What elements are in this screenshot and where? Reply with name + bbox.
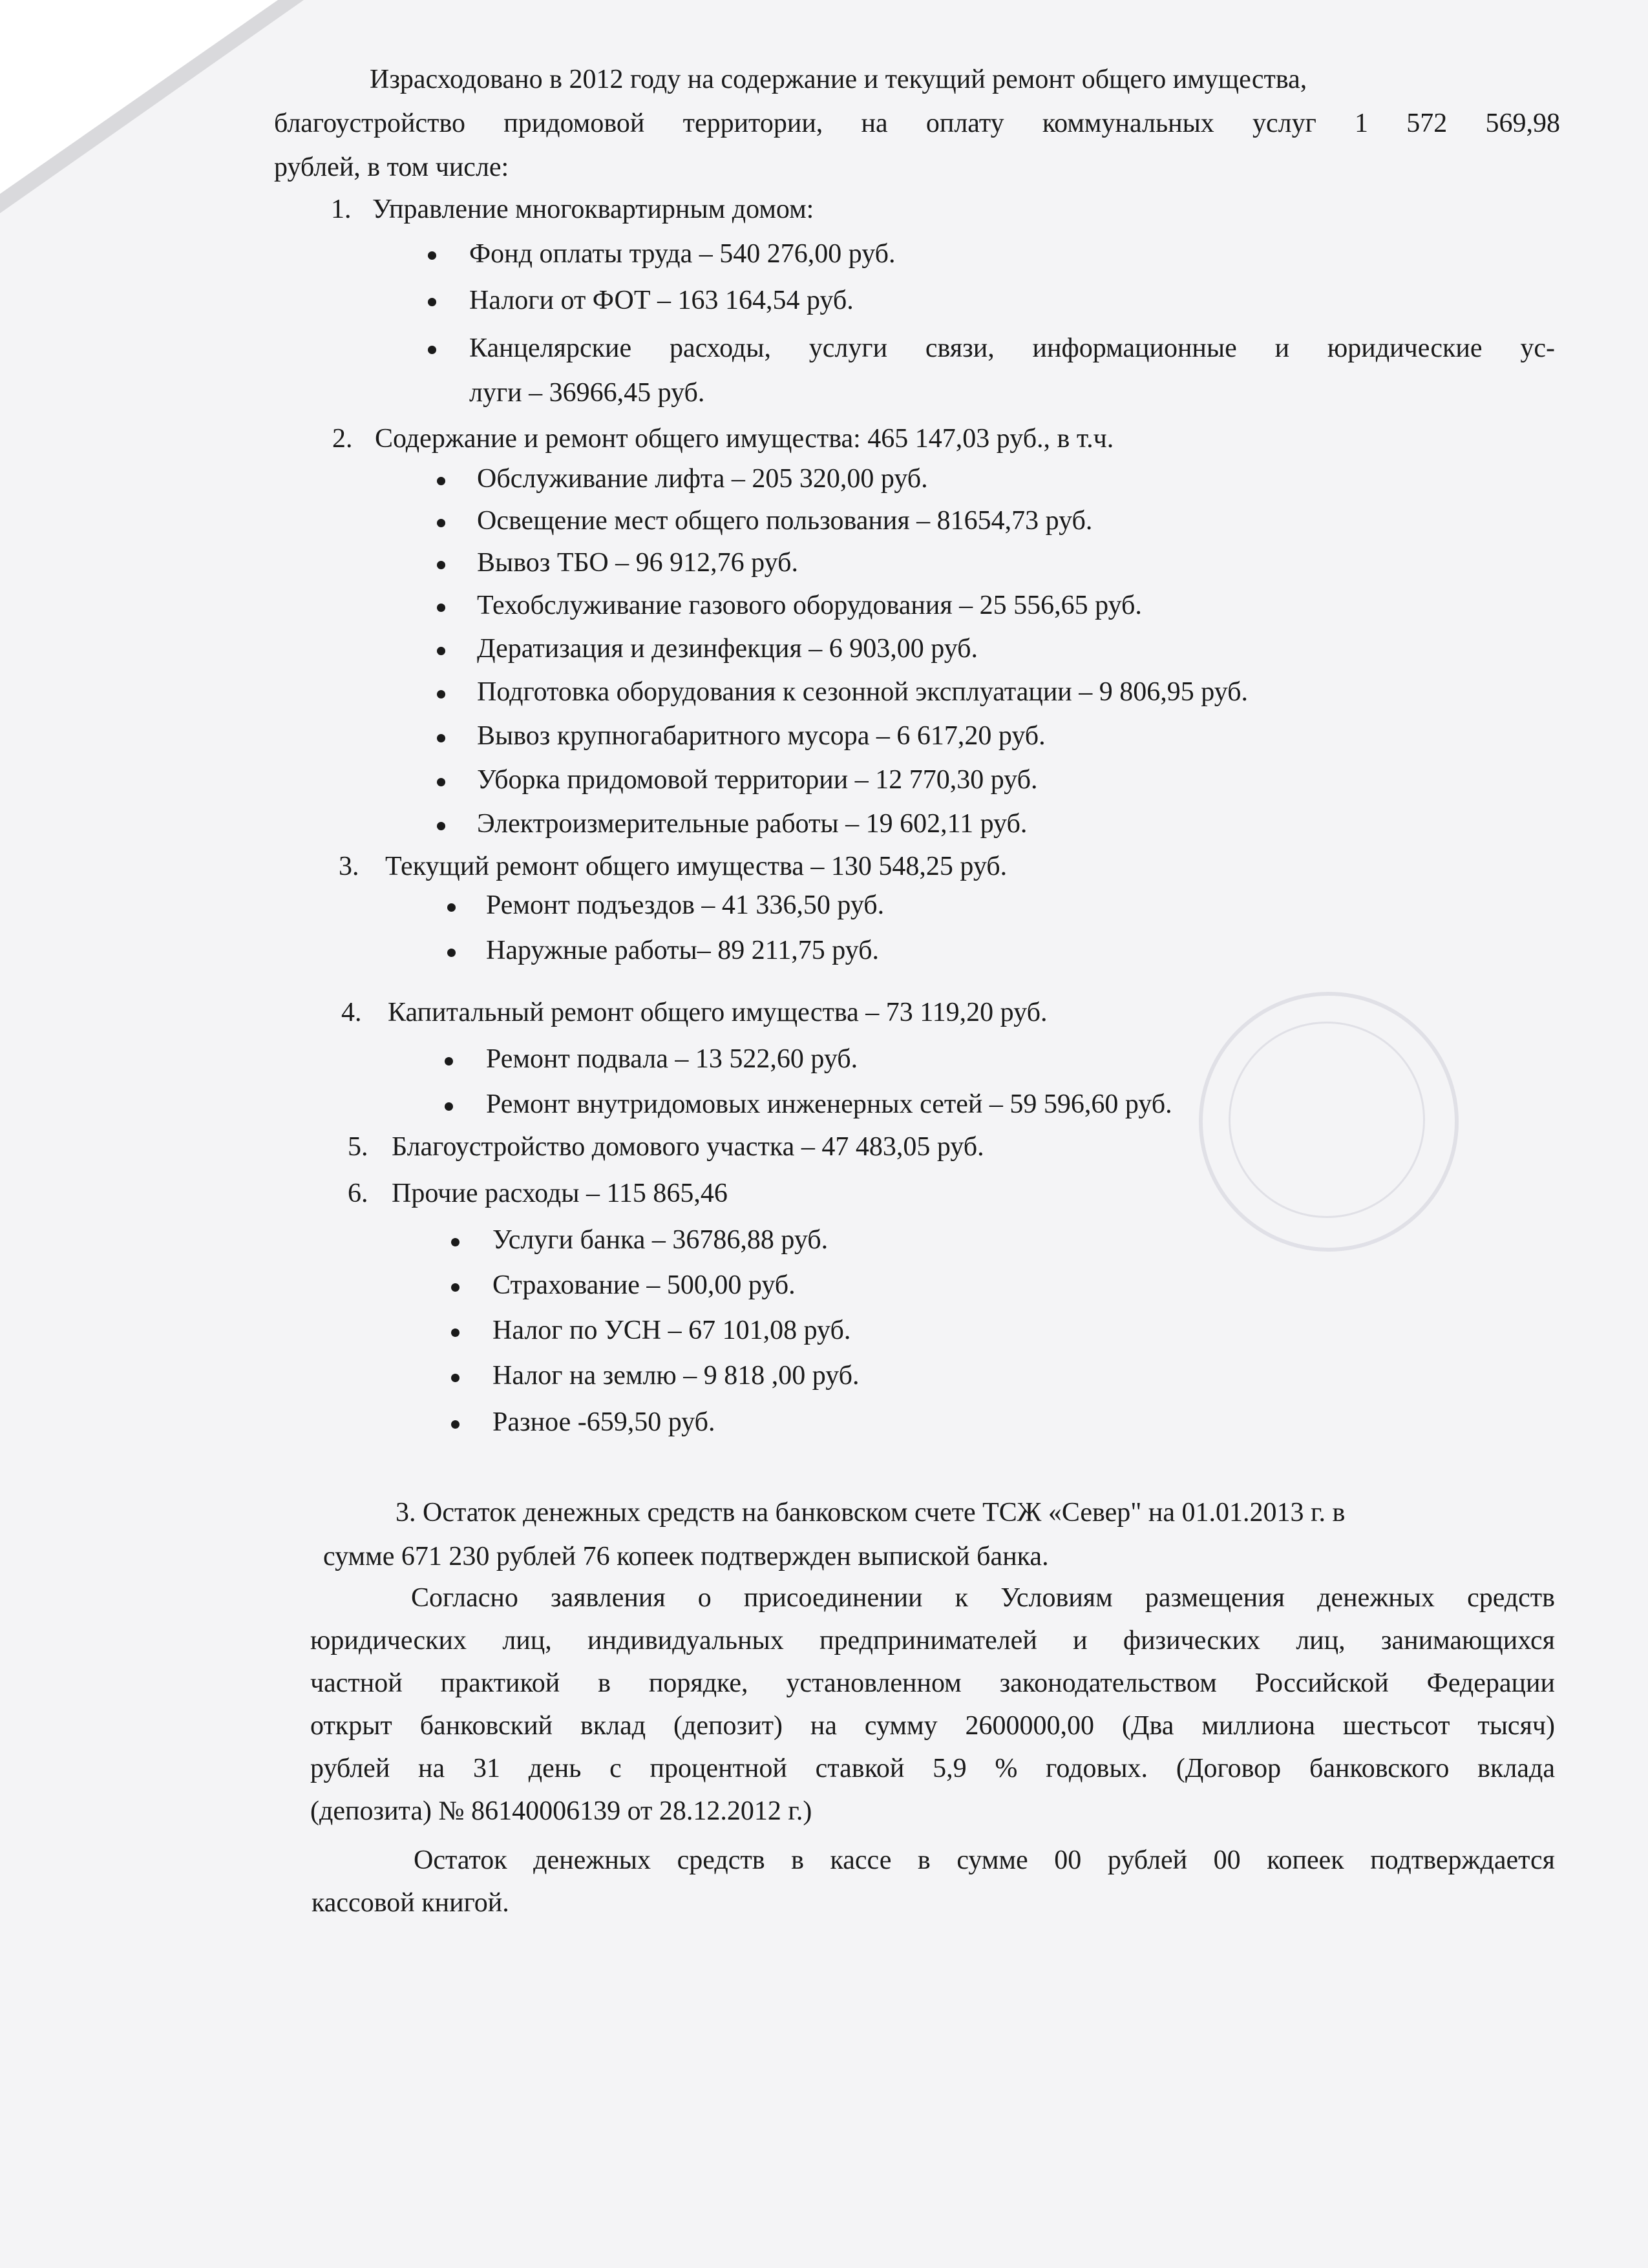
section-6-number: 6. bbox=[348, 1179, 368, 1208]
bullet-icon bbox=[428, 298, 436, 306]
section-6-item-2: Страхование – 500,00 руб. bbox=[492, 1270, 796, 1300]
section-3-item-1: Ремонт подъездов – 41 336,50 руб. bbox=[486, 890, 885, 920]
section-6-item-1: Услуги банка – 36786,88 руб. bbox=[492, 1225, 829, 1255]
section-2-item-8: Уборка придомовой территории – 12 770,30 руб. bbox=[477, 765, 1038, 795]
section-2-item-7: Вывоз крупногабаритного мусора – 6 617,20 руб. bbox=[477, 721, 1046, 751]
section-1-item-2: Налоги от ФОТ – 163 164,54 руб. bbox=[469, 286, 854, 315]
section-3-title: Текущий ремонт общего имущества – 130 548,25 руб. bbox=[385, 852, 1008, 881]
bullet-icon bbox=[437, 519, 445, 527]
bullet-icon bbox=[437, 647, 445, 655]
bullet-icon bbox=[428, 251, 436, 260]
bullet-icon bbox=[437, 604, 445, 612]
deposit-line-3: частной практикой в порядке, установленном законодательством Российской Федерации bbox=[310, 1668, 1555, 1698]
cash-line-1: Остаток денежных средств в кассе в сумме 00 рублей 00 копеек подтверждается bbox=[414, 1845, 1555, 1875]
bullet-icon bbox=[451, 1420, 460, 1429]
section-2-title: Содержание и ремонт общего имущества: 465 147,03 руб., в т.ч. bbox=[375, 424, 1114, 454]
intro-line-1: Израсходовано в 2012 году на содержание и текущий ремонт общего имущества, bbox=[370, 65, 1307, 94]
deposit-line-2: юридических лиц, индивидуальных предпринимателей и физических лиц, занимающихся bbox=[310, 1626, 1555, 1655]
bleed-through-stamp bbox=[1199, 992, 1459, 1252]
section-4-item-1: Ремонт подвала – 13 522,60 руб. bbox=[486, 1044, 858, 1074]
deposit-line-5: рублей на 31 день с процентной ставкой 5,9 % годовых. (Договор банковского вклада bbox=[310, 1754, 1555, 1783]
bullet-icon bbox=[451, 1238, 460, 1246]
balance-line-1: 3. Остаток денежных средств на банковском счете ТСЖ «Север" на 01.01.2013 г. в bbox=[396, 1498, 1346, 1528]
intro-line-2: благоустройство придомовой территории, на оплату коммунальных услуг 1 572 569,98 bbox=[274, 109, 1560, 138]
bullet-icon bbox=[437, 690, 445, 698]
section-2-item-6: Подготовка оборудования к сезонной эксплуатации – 9 806,95 руб. bbox=[477, 677, 1249, 707]
bullet-icon bbox=[451, 1283, 460, 1292]
section-4-number: 4. bbox=[341, 998, 362, 1027]
bullet-icon bbox=[437, 778, 445, 786]
cash-line-2: кассовой книгой. bbox=[312, 1888, 509, 1918]
bullet-icon bbox=[428, 346, 436, 354]
balance-line-2: сумме 671 230 рублей 76 копеек подтвержден выпиской банка. bbox=[323, 1542, 1049, 1571]
section-6-item-3: Налог по УСН – 67 101,08 руб. bbox=[492, 1316, 851, 1345]
deposit-line-6: (депозита) № 86140006139 от 28.12.2012 г.) bbox=[310, 1796, 812, 1826]
section-1-title: Управление многоквартирным домом: bbox=[372, 194, 814, 224]
bullet-icon bbox=[451, 1328, 460, 1337]
section-2-item-5: Дератизация и дезинфекция – 6 903,00 руб. bbox=[477, 634, 978, 664]
bullet-icon bbox=[437, 822, 445, 830]
bullet-icon bbox=[451, 1374, 460, 1382]
bullet-icon bbox=[437, 734, 445, 742]
section-2-item-2: Освещение мест общего пользования – 81654,73 руб. bbox=[477, 506, 1093, 536]
bullet-icon bbox=[447, 903, 456, 912]
section-6-item-4: Налог на землю – 9 818 ,00 руб. bbox=[492, 1361, 860, 1391]
section-2-number: 2. bbox=[332, 424, 353, 454]
section-4-item-2: Ремонт внутридомовых инженерных сетей – 59 596,60 руб. bbox=[486, 1089, 1172, 1119]
section-6-item-5: Разное -659,50 руб. bbox=[492, 1407, 715, 1437]
bullet-icon bbox=[437, 477, 445, 485]
section-2-item-1: Обслуживание лифта – 205 320,00 руб. bbox=[477, 464, 928, 494]
deposit-line-1: Согласно заявления о присоединении к Условиям размещения денежных средств bbox=[411, 1583, 1555, 1613]
folded-corner bbox=[0, 0, 278, 194]
bullet-icon bbox=[447, 949, 456, 957]
section-5-title: Благоустройство домового участка – 47 483,05 руб. bbox=[392, 1132, 984, 1162]
section-2-item-4: Техобслуживание газового оборудования – 25 556,65 руб. bbox=[477, 591, 1142, 620]
section-2-item-9: Электроизмерительные работы – 19 602,11 руб. bbox=[477, 809, 1028, 839]
section-1-number: 1. bbox=[331, 194, 352, 224]
section-4-title: Капитальный ремонт общего имущества – 73 119,20 руб. bbox=[388, 998, 1048, 1027]
bullet-icon bbox=[445, 1057, 453, 1066]
section-1-item-3-line-2: луги – 36966,45 руб. bbox=[469, 378, 705, 408]
deposit-line-4: открыт банковский вклад (депозит) на сумму 2600000,00 (Два миллиона шестьсот тысяч) bbox=[310, 1711, 1555, 1741]
section-1-item-3-line-1: Канцелярские расходы, услуги связи, информационные и юридические ус- bbox=[469, 333, 1555, 363]
section-3-number: 3. bbox=[339, 852, 359, 881]
section-1-item-1: Фонд оплаты труда – 540 276,00 руб. bbox=[469, 239, 896, 269]
bullet-icon bbox=[437, 561, 445, 569]
section-2-item-3: Вывоз ТБО – 96 912,76 руб. bbox=[477, 548, 798, 578]
section-3-item-2: Наружные работы– 89 211,75 руб. bbox=[486, 936, 879, 965]
bullet-icon bbox=[445, 1102, 453, 1111]
intro-line-3: рублей, в том числе: bbox=[274, 152, 509, 182]
section-5-number: 5. bbox=[348, 1132, 368, 1162]
section-6-title: Прочие расходы – 115 865,46 bbox=[392, 1179, 728, 1208]
